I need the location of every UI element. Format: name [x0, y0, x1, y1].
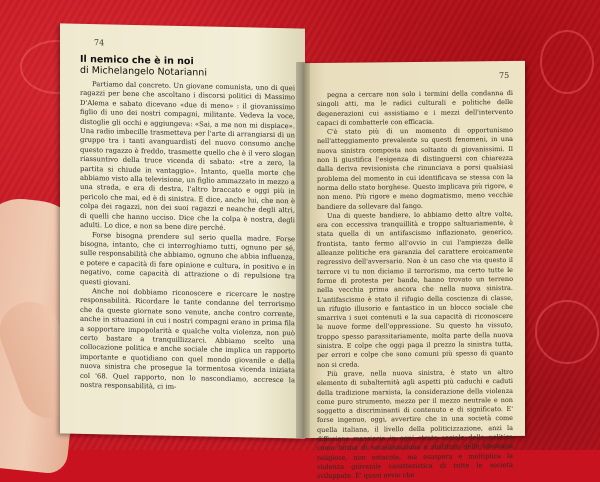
book-gutter	[296, 62, 310, 438]
paragraph: Più grave, nella nuova sinistra, è stato un altro elemento di subalternità agli aspetti più caduchi e caduti della tradizione marxista, la considerazione della violenza come puro strumento, mezzo per il mezzo neutrale e non soggetto a discriminanti di contenuto e di significato. E' forse ingenuo, oggi, avvertire che in una società come quella italiana, il livello della politicizzazione, anzi la diffusione massiccia in ogni strato sociale della politica come forma di socializzazione e sostituto delle ideologie religiose, non ostacola, ma esaspera e moltiplica la violenza giovanile caratteristica di tutte le società sviluppate. E' quasi ovvio che	[317, 367, 513, 481]
cloth-pattern	[540, 30, 594, 94]
paragraph: Partiamo dal concreto. Un giovane comunista, uno di quei ragazzi per bene che ascoltano i discorsi politici di Massimo D'Alema e sabato dicevano «due di meno» : il giovanissimo figlio di uno dei nostri compagni, militante. Vedeva la voce, distoglie gli occhi e aggiungeva: «Sai, a me non mi dispiace». Una radio imbecille trasmetteva per l'arte di arrangiarsi di un gruppo tra i tanti avanguardisti del nuovo consumo anche questo ragazzo è freddo, trasmette quello che è il vero slogan riassuntivo della truce vicenda di sabato: «tre a zero, la partita si chiude in vantaggio». Intanto, quella morte che abbiamo visto alla televisione, un figlio ammazzato in mezzo a una strada, e era di destra, l'altro braccato e oggi più in pericolo che mai, ed è di sinistra. E dice, anche lui, che non è colpa dei ragazzi, non dei suoi ragazzi e neanche degli altri, di quelli che hanno ucciso. Dice che la colpa è nostra, degli adulti. Lo dice, e non sa bene dire perché.	[80, 80, 295, 232]
paragraph: C'è stato più di un momento di opportunismo nell'atteggiamento prevalente su questi fenomeni, in una nuova sinistra composta non soltanto di giovanissimi. Il non li giustifica l'esigenza di distinguersi con chiarezza dalla deriva revisionista che rinunciava a porsi qualsiasi problema del momento in cui identificava se stessa con la norma dello stato borghese. Questo implicava più rigore, e non meno. Più rigore e meno dogmatismo, meno vecchie bandiere da sollevare dal fango.	[317, 126, 513, 211]
left-page	[60, 23, 305, 438]
open-book	[60, 26, 530, 481]
page-number-right: 75	[499, 71, 510, 81]
article-title: Il nemico che è in noi	[80, 53, 194, 68]
paragraph: Anche noi dobbiamo riconoscere e ricercare le nostre responsabilità. Ricordare le tante condanne del terrorismo che da queste giornate sono venute, anche contro corrente, anche in situazioni in cui i nostri compagni erano in prima fila a sopportare impopolarità e qualche volta violenza, non può certo bastare a tranquillizzarci. Abbiamo scelto una collocazione politica e anche sociale che implica un rapporto importante e quotidiano con quel mondo giovanile e della nuova sinistra che prosegue la tormentosa vicenda iniziata col '68. Quel rapporto, non lo nascondiamo, accresce la nostra responsabilità, ci im-	[80, 287, 295, 391]
left-page-text	[80, 54, 295, 395]
paragraph: Una di queste bandiere, lo abbiamo detto altre volte, era con eccessiva tranquillità e troppo saltuariamente, è stata quella di un antifascismo inflazionato, generico, frontista, tanto fermo all'ovvio in cui l'ampiezza delle alleanze politiche era garanzia del carattere eroicamente regressivo dell'avversario. Non è un caso che via questo il terrore vi tu non diciamo il terrorismo, ma certo tutte le forme di protesta per bande, hanno trovato un terreno nella vecchia prima ancora che nella nuova sinistra. L'antifascismo è stato il rifugio della coscienza di classe, un rifugio illusorio e fantastico in un blocco sociale che smarriva i suoi contenuti e la sua capacità di riconoscere le nuove forme dell'oppressione. Su questo ha vissuto, troppo spesso parassitariamente, molta parte della nuova sinistra. E colpe che oggi paga il prezzo la sinistra tutta, per errori e colpe che sono comuni più spesso di quanto non si creda.	[317, 209, 513, 369]
paragraph: Forse bisogna prendere sul serio quella madre. Forse bisogna, intanto, che ci interroghiamo tutti, ognuno per sé, sulle responsabilità che abbiamo, ognuno che abbia influenza, e potere e capacità di fare opinione e cultura, in positivo e in negativo, come capacità di attrazione o di repulsione tra questi giovani.	[80, 230, 295, 287]
right-page-text	[317, 89, 513, 482]
right-page	[303, 61, 525, 481]
page-number-left: 74	[94, 38, 105, 48]
article-author: di Michelangelo Notarianni	[80, 64, 207, 79]
cloth-pattern	[535, 300, 599, 364]
paragraph: pegna a cercare non solo i termini della condanna di singoli atti, ma le radici culturali e politiche delle degenerazioni cui assistiamo e i mezzi dell'intervento capaci di combatterle con efficacia.	[317, 88, 513, 127]
